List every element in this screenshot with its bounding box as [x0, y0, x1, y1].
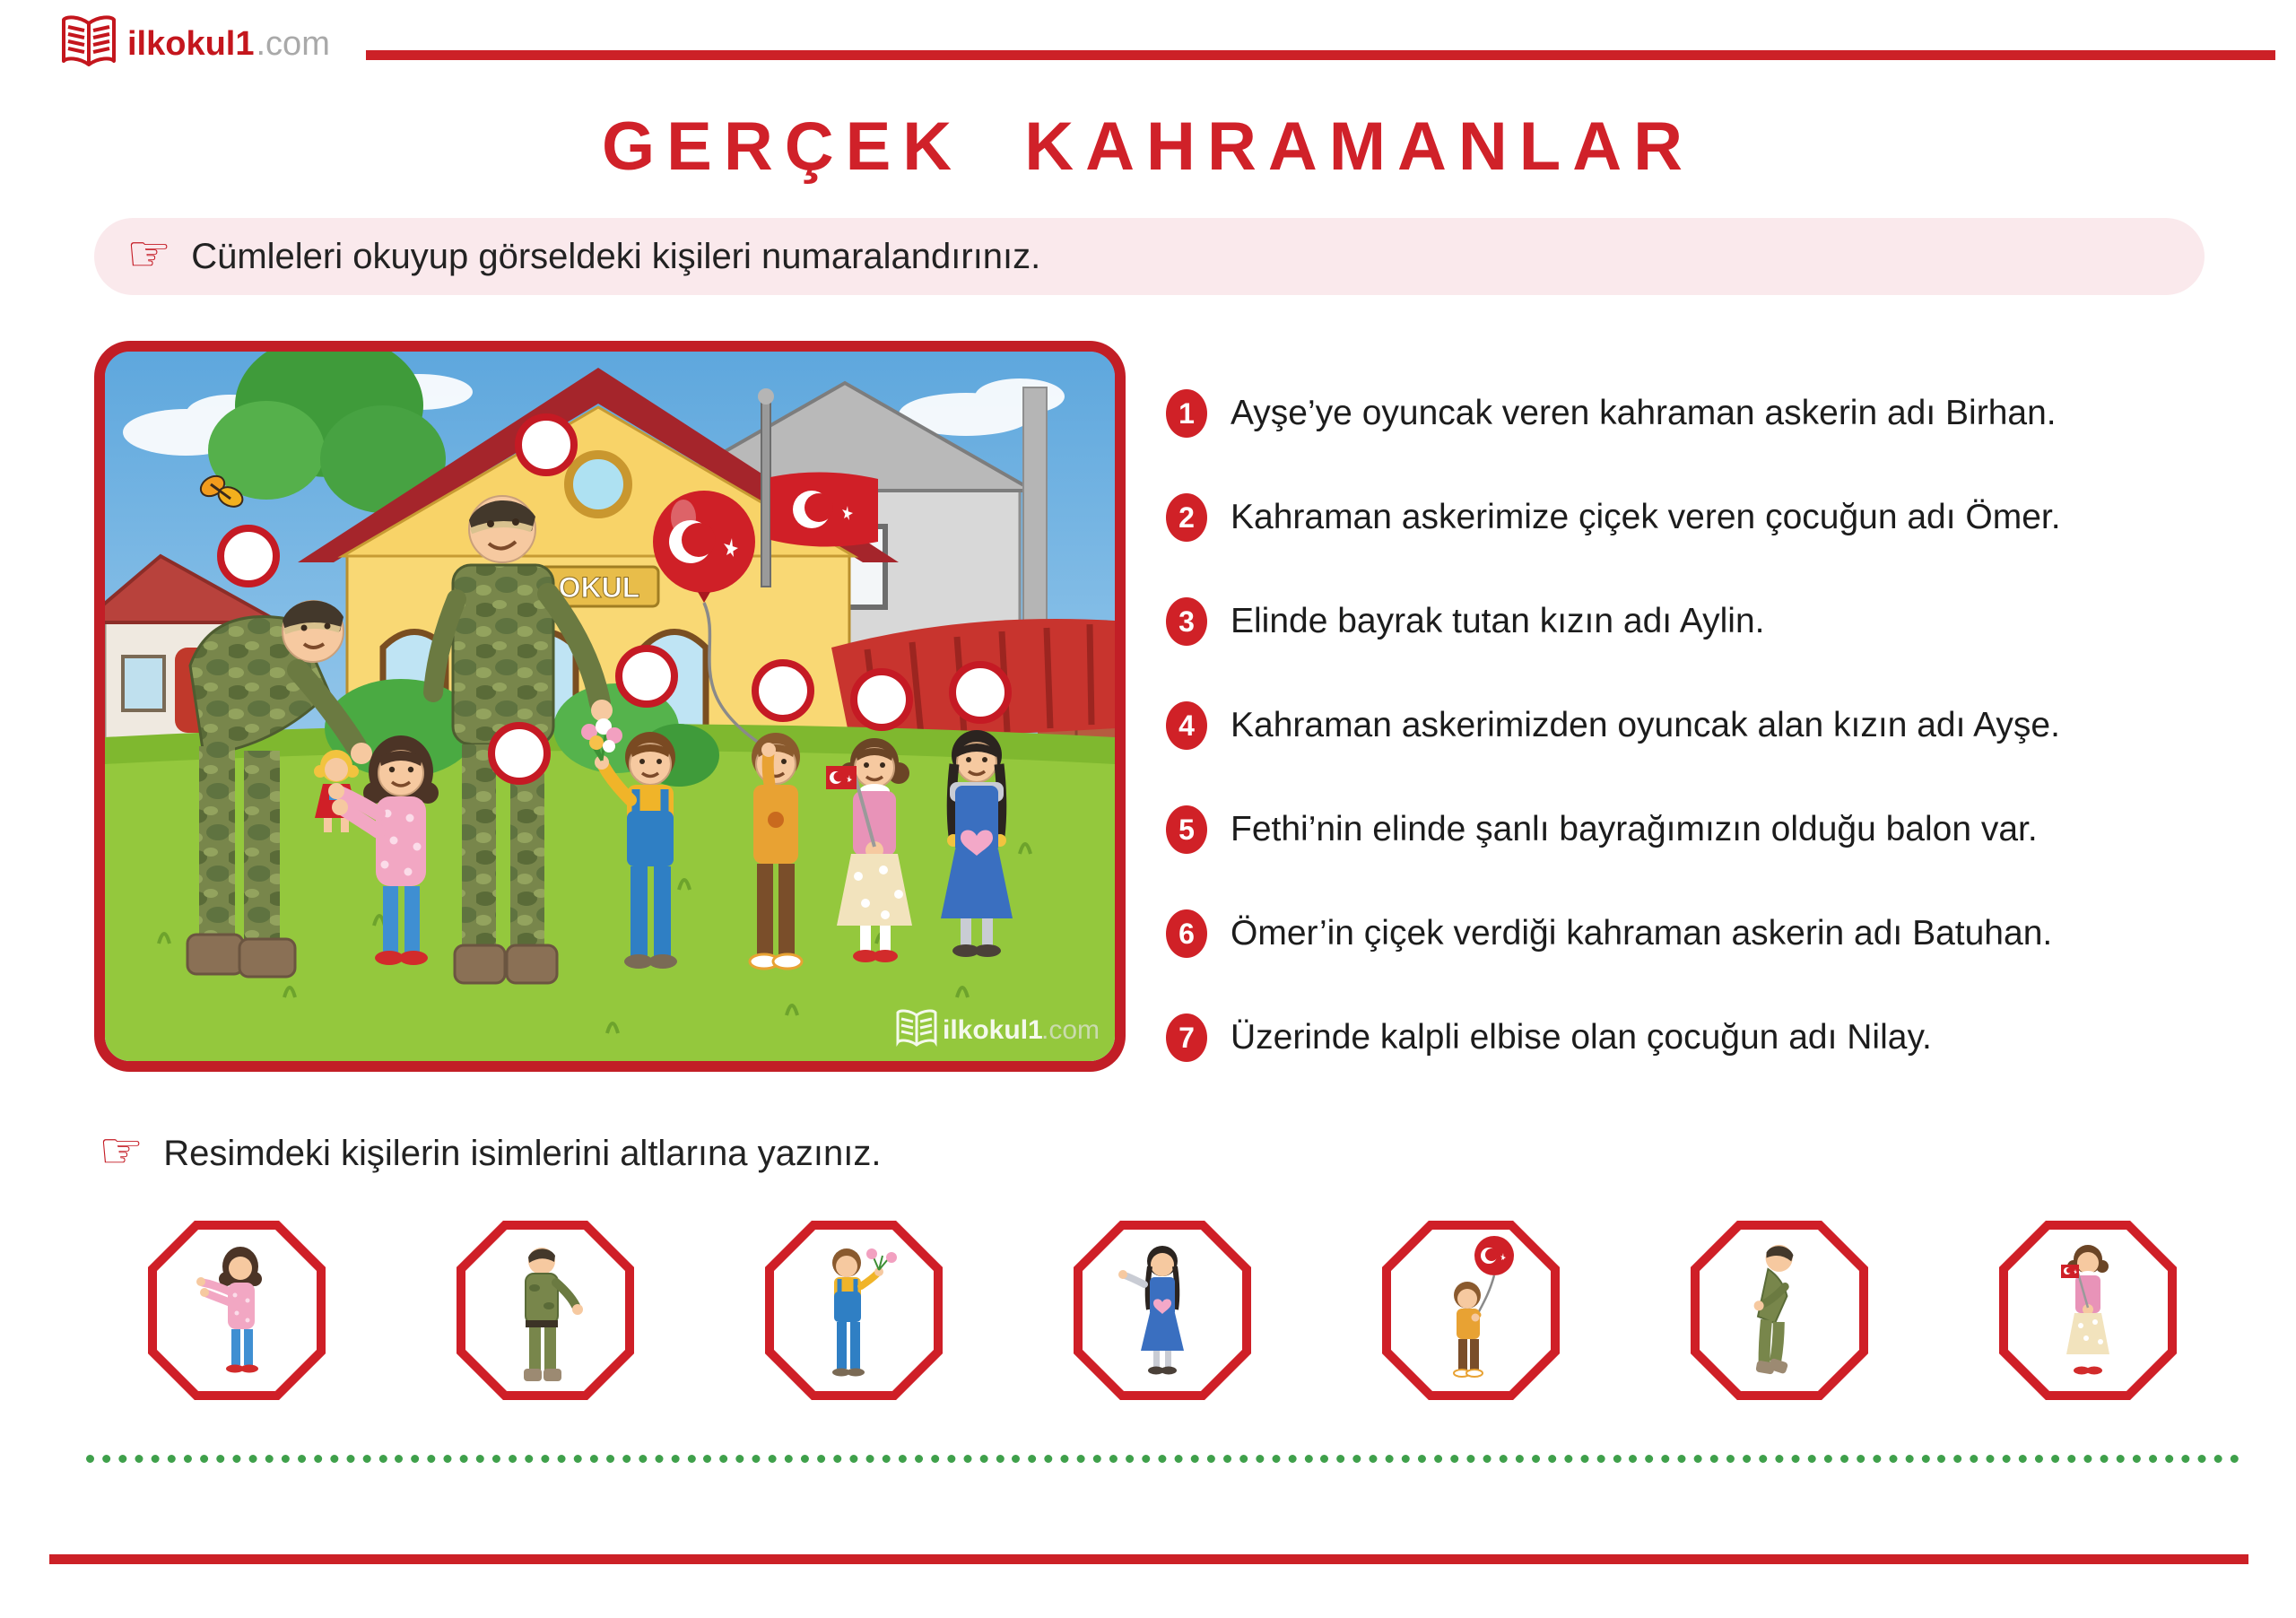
sentence-text: Elinde bayrak tutan kızın adı Aylin. [1231, 602, 1765, 640]
footer-rule [49, 1554, 2248, 1564]
answer-frame-soldier-standing [456, 1220, 635, 1401]
sentence-row-6 [1166, 908, 2052, 960]
number-slot-boy-balloon[interactable] [755, 663, 811, 718]
number-slot-boy-flowers[interactable] [619, 648, 674, 704]
answer-line-4[interactable] [1012, 1455, 1313, 1463]
sentence-row-7 [1166, 1012, 1932, 1064]
scene-illustration [94, 341, 1126, 1072]
number-slot-girl-doll[interactable] [491, 726, 547, 781]
brand-tld: .com [256, 25, 330, 63]
sentence-text: Fethi’nin elinde şanlı bayrağımızın olduğu balon var. [1231, 810, 2038, 848]
answer-frame-boy-flowers [764, 1220, 944, 1401]
answer-line-2[interactable] [395, 1455, 696, 1463]
sentence-number-badge: 1 [1166, 389, 1207, 438]
sentence-row-4 [1166, 700, 2060, 752]
sentence-number-badge: 2 [1166, 493, 1207, 542]
sentence-number-badge: 6 [1166, 909, 1207, 958]
answer-line-7[interactable] [1937, 1455, 2239, 1463]
answer-line-1[interactable] [86, 1455, 387, 1463]
sentence-number-badge: 5 [1166, 805, 1207, 854]
sentence-number-badge: 7 [1166, 1013, 1207, 1062]
answer-frame-girl-flag [1998, 1220, 2178, 1401]
page-title: GERÇEK KAHRAMANLAR [602, 109, 1694, 185]
number-slot-soldier-right[interactable] [518, 417, 574, 473]
sentence-row-1 [1166, 387, 2057, 439]
school-sign: OKUL [558, 571, 640, 604]
answer-frame-boy-balloon [1381, 1220, 1561, 1401]
pointing-hand-icon: ☞ [99, 1122, 144, 1179]
brand-logo [59, 14, 330, 74]
scene-svg [105, 352, 1115, 1061]
instruction-1-text: Cümleleri okuyup görseldeki kişileri numaralandırınız. [191, 236, 1041, 276]
number-slot-girl-heart[interactable] [952, 665, 1008, 720]
watermark-tld: .com [1041, 1015, 1100, 1045]
answer-line-5[interactable] [1320, 1455, 1622, 1463]
instruction-bar-2 [99, 1118, 2161, 1189]
book-logo-icon [59, 14, 118, 74]
sentence-number-badge: 4 [1166, 701, 1207, 750]
pointing-hand-icon: ☞ [126, 225, 172, 282]
answer-frame-girl-heart [1073, 1220, 1252, 1401]
instruction-2-text: Resimdeki kişilerin isimlerini altlarına yazınız. [163, 1133, 882, 1173]
brand-name: ilkokul1 [127, 25, 255, 63]
sentence-text: Ömer’in çiçek verdiği kahraman askerin adı Batuhan. [1231, 914, 2053, 953]
answer-line-3[interactable] [703, 1455, 1004, 1463]
watermark-name: ilkokul1 [943, 1015, 1043, 1045]
sentence-number-badge: 3 [1166, 597, 1207, 646]
sentence-text: Kahraman askerimize çiçek veren çocuğun adı Ömer. [1231, 498, 2061, 536]
answer-frame-girl-pink [147, 1220, 326, 1401]
sentence-row-5 [1166, 804, 2038, 856]
sentence-row-3 [1166, 596, 1764, 648]
sentence-row-2 [1166, 491, 2061, 544]
sentence-text: Ayşe’ye oyuncak veren kahraman askerin adı Birhan. [1231, 394, 2057, 432]
sentence-text: Üzerinde kalpli elbise olan çocuğun adı Nilay. [1231, 1018, 1932, 1057]
answer-frame-soldier-leaning [1690, 1220, 1869, 1401]
number-slot-soldier-left[interactable] [221, 528, 276, 584]
instruction-bar-1 [94, 218, 2205, 295]
answer-line-6[interactable] [1629, 1455, 1930, 1463]
number-slot-girl-flag[interactable] [854, 672, 909, 727]
header-rule [366, 50, 2275, 60]
sentence-text: Kahraman askerimizden oyuncak alan kızın adı Ayşe. [1231, 706, 2060, 744]
